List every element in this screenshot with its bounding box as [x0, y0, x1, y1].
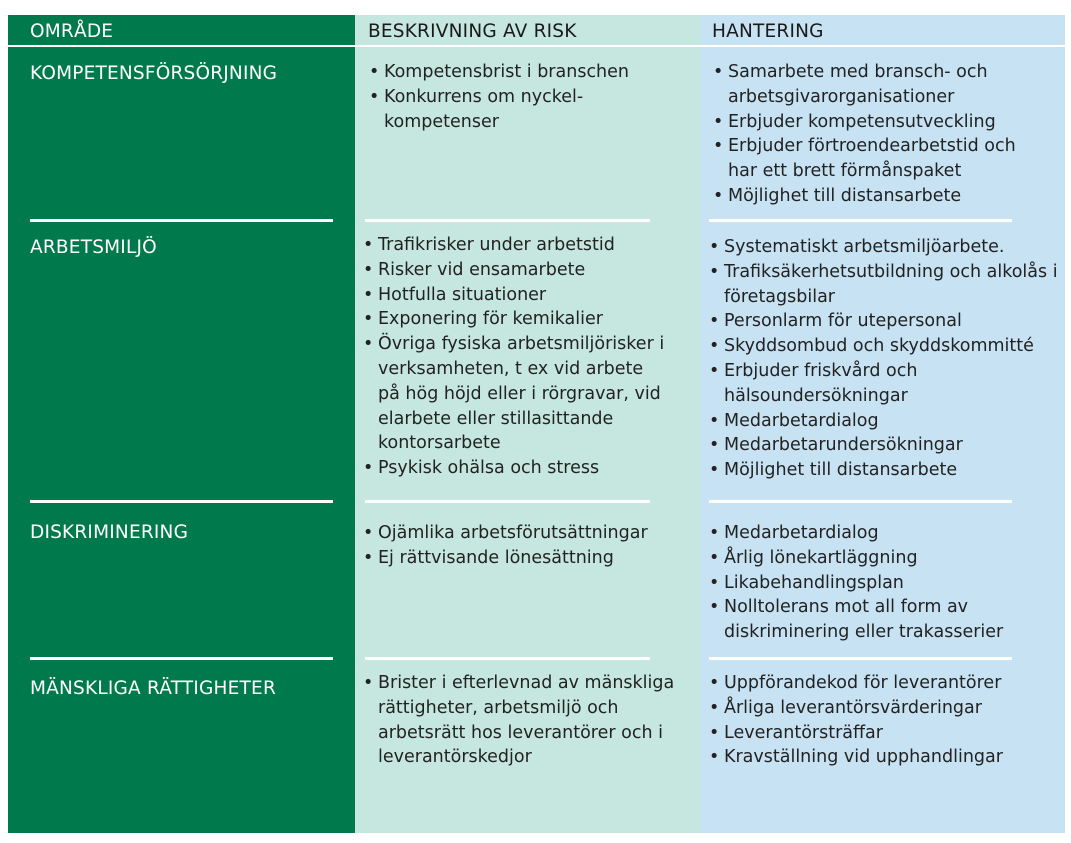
list-item: • Trafikrisker under arbetstid: [359, 233, 669, 258]
row-separator: [365, 219, 650, 222]
risk-column: [355, 15, 701, 833]
list-item: • Ej rättvisande lönesättning: [359, 546, 679, 571]
list-item: • Övriga fysiska arbetsmiljörisker i verksamheten, t ex vid arbete på hög höjd eller i rörgravar, vid elarbete eller stillasittande kontorsarbete: [359, 332, 669, 456]
list-item: • Psykisk ohälsa och stress: [359, 456, 669, 481]
list-item: • Medarbetardialog: [705, 409, 1061, 434]
risk-list-2: [359, 233, 669, 481]
row-separator: [709, 657, 1012, 660]
risk-list-1: [365, 60, 645, 134]
list-item: • Årlig lönekartläggning: [705, 546, 1025, 571]
handling-column: [701, 15, 1065, 833]
list-item: • Kompetensbrist i branschen: [365, 60, 645, 85]
list-item: • Skyddsombud och skyddskommitté: [705, 334, 1061, 359]
row-separator: [709, 500, 1012, 503]
risk-list-3: [359, 521, 679, 571]
row-separator: [365, 500, 650, 503]
list-item: • Personlarm för utepersonal: [705, 309, 1061, 334]
list-item: • Uppförandekod för leverantörer: [705, 671, 1045, 696]
list-item: • Risker vid ensamarbete: [359, 258, 669, 283]
list-item: • Kravställning vid upphandlingar: [705, 745, 1045, 770]
list-item: • Samarbete med bransch- och arbetsgivarorganisationer: [709, 60, 1039, 110]
list-item: • Exponering för kemikalier: [359, 307, 669, 332]
handling-list-1: [709, 60, 1039, 209]
area-label-1: KOMPETENSFÖRSÖRJNING: [30, 63, 278, 84]
list-item: • Leverantörsträffar: [705, 721, 1045, 746]
list-item: • Hotfulla situationer: [359, 283, 669, 308]
row-separator: [30, 657, 333, 660]
list-item: • Likabehandlingsplan: [705, 571, 1025, 596]
list-item: • Medarbetarundersökningar: [705, 433, 1061, 458]
handling-header-label: HANTERING: [712, 21, 824, 42]
list-item: • Medarbetardialog: [705, 521, 1025, 546]
area-column: [8, 15, 355, 833]
list-item: • Erbjuder friskvård och hälsoundersökningar: [705, 359, 1061, 409]
risk-header-label: BESKRIVNING AV RISK: [368, 21, 577, 42]
handling-list-2: [705, 235, 1061, 483]
area-label-4: MÄNSKLIGA RÄTTIGHETER: [30, 678, 277, 699]
row-separator: [30, 500, 333, 503]
handling-header: [701, 15, 1065, 47]
area-label-2: ARBETSMILJÖ: [30, 237, 157, 258]
handling-list-4: [705, 671, 1045, 770]
list-item: • Årliga leverantörsvärderingar: [705, 696, 1045, 721]
list-item: • Möjlighet till distansarbete: [709, 184, 1039, 209]
list-item: • Möjlighet till distansarbete: [705, 458, 1061, 483]
handling-list-3: [705, 521, 1025, 645]
list-item: • Konkurrens om nyckel-kompetenser: [365, 85, 645, 135]
area-header-label: OMRÅDE: [30, 21, 114, 42]
list-item: • Erbjuder förtroendearbetstid och har ett brett förmånspaket: [709, 134, 1039, 184]
row-separator: [365, 657, 650, 660]
list-item: • Brister i efterlevnad av mänskliga rättigheter, arbetsmiljö och arbetsrätt hos leverantörer och i leverantörskedjor: [359, 671, 689, 770]
area-label-3: DISKRIMINERING: [30, 522, 189, 543]
list-item: • Erbjuder kompetensutveckling: [709, 110, 1039, 135]
list-item: • Systematiskt arbetsmiljöarbete.: [705, 235, 1061, 260]
row-separator: [709, 219, 1012, 222]
list-item: • Nolltolerans mot all form av diskriminering eller trakasserier: [705, 595, 1025, 645]
area-header: [8, 15, 355, 47]
list-item: • Trafiksäkerhetsutbildning och alkolås i företagsbilar: [705, 260, 1061, 310]
risk-list-4: [359, 671, 689, 770]
row-separator: [30, 219, 333, 222]
list-item: • Ojämlika arbetsförutsättningar: [359, 521, 679, 546]
risk-header: [355, 15, 701, 47]
